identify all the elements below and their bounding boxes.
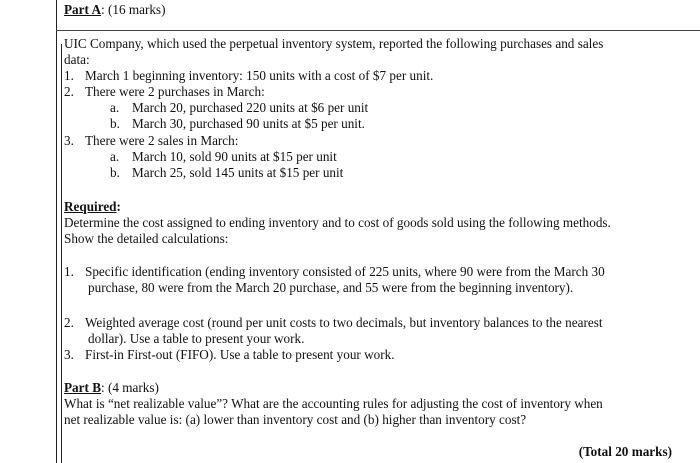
- list-item: 2. There were 2 purchases in March:: [64, 84, 265, 99]
- left-border: [56, 0, 57, 463]
- part-b-line-2: net realizable value is: (a) lower than inventory cost and (b) higher than inventory cost?: [64, 412, 527, 427]
- divider: [56, 30, 700, 31]
- method-item-continued: purchase, 80 were from the March 20 purchase, and 55 were from the beginning inventory).: [88, 280, 574, 295]
- part-a-marks: : (16 marks): [101, 2, 166, 17]
- method-item: 3. First-in First-out (FIFO). Use a table to present your work.: [64, 347, 395, 362]
- purchase-item: b. March 30, purchased 90 units at $5 per unit.: [110, 116, 365, 131]
- inner-border: [61, 44, 62, 463]
- sale-item: a. March 10, sold 90 units at $15 per unit: [110, 149, 337, 164]
- part-b-heading: Part B: (4 marks): [64, 380, 159, 395]
- total-marks: (Total 20 marks): [578, 444, 672, 459]
- part-b-line-1: What is “net realizable value”? What are the accounting rules for adjusting the cost of inventory when: [64, 396, 603, 411]
- intro-line-2: data:: [64, 52, 90, 67]
- list-item: 1. March 1 beginning inventory: 150 units with a cost of $7 per unit.: [64, 68, 434, 83]
- purchase-item: a. March 20, purchased 220 units at $6 per unit: [110, 100, 369, 115]
- part-a-label: Part A: [64, 2, 101, 17]
- intro-line-1: UIC Company, which used the perpetual inventory system, reported the following purchases and sales: [64, 36, 604, 51]
- part-a-heading: [64, 2, 165, 18]
- method-item: 1. Specific identification (ending inventory consisted of 225 units, where 90 were from the March 30: [64, 264, 605, 279]
- required-heading: Required:: [64, 199, 121, 214]
- required-line-2: Show the detailed calculations:: [64, 231, 229, 246]
- method-item-continued: dollar). Use a table to present your work.: [88, 331, 305, 346]
- method-item: 2. Weighted average cost (round per unit costs to two decimals, but inventory balances to the nearest: [64, 315, 603, 330]
- list-item: 3. There were 2 sales in March:: [64, 133, 239, 148]
- required-line-1: Determine the cost assigned to ending inventory and to cost of goods sold using the following methods.: [64, 215, 611, 230]
- sale-item: b. March 25, sold 145 units at $15 per unit: [110, 165, 344, 180]
